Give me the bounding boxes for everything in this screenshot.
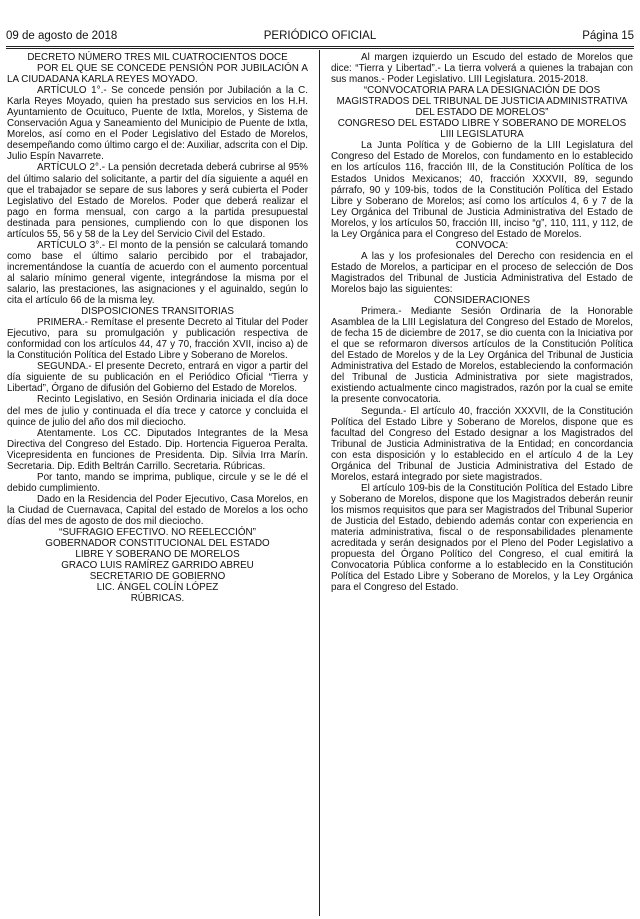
signature-line: GRACO LUIS RAMÍREZ GARRIDO ABREU [61, 560, 254, 572]
header-rule [6, 46, 634, 47]
signatories-paragraph: Atentamente. Los CC. Diputados Integrantes de la Mesa Directiva del Congreso del Estado. Dip. Hortencia Figueroa Peralta. Vicepresidenta en funciones de Presidenta. Dip. Silvia Irra Marín. Secretaria. Dip. Edith Beltrán Carrillo. Secretaria. Rúbricas. [7, 427, 308, 472]
signature-line: “SUFRAGIO EFECTIVO. NO REELECCIÓN” [59, 527, 256, 539]
header-rule-double [6, 48, 634, 49]
congress-heading: CONGRESO DEL ESTADO LIBRE Y SOBERANO DE MORELOS [337, 118, 627, 130]
page-header [6, 28, 634, 44]
consideration-first: Primera.- Mediante Sesión Ordinaria de la Honorable Asamblea de la LIII Legislatura del Congreso del Estado de Morelos, de fecha 15 de diciembre de 2017, se dio cuenta con la Iniciativa por el que se reformaron diversos artículos de la Constitución Política del Estado de Morelos y de la Ley Orgánica del Tribunal de Justicia Administrativa del Estado de Morelos, estableciendo la conformación del Tribunal de Justicia Administrativa por siete magistrados, existiendo actualmente cinco magistrados, razón por la cual se emite la presente convocatoria. [331, 306, 633, 406]
signature-line: LIBRE Y SOBERANO DE MORELOS [75, 549, 240, 561]
transitional-first: PRIMERA.- Remítase el presente Decreto al Titular del Poder Ejecutivo, para su promulgación y publicación respectiva de conformidad con los artículos 44, 47 y 70, fracción XVII, inciso a) de la Constitución Política del Estado Libre y Soberano de Morelos. [7, 317, 308, 362]
coat-of-arms-note: Al margen izquierdo un Escudo del estado de Morelos que dice: “Tierra y Libertad”.- La tierra volverá a quienes la trabajan con sus manos.- Poder Legislativo. LIII Legislatura. 2015-2018. [331, 52, 633, 86]
considerations-heading: CONSIDERACIONES [433, 295, 531, 307]
signature-line: RÚBRICAS. [130, 593, 185, 605]
page-number: Página 15 [582, 30, 634, 42]
decree-title: DECRETO NÚMERO TRES MIL CUATROCIENTOS DOCE [27, 52, 288, 63]
article-2: ARTÍCULO 2°.- La pensión decretada deberá cubrirse al 95% del último salario del solicitante, a partir del día siguiente a aquél en que el trabajador se separe de sus labores y será cubierta el Poder Legislativo del Estado de Morelos. Poder que deberá realizar el pago en forma mensual, con cargo a la partida presupuestal destinada para pensiones, cumpliendo con lo que disponen los artículos 55, 56 y 58 de la Ley del Servicio Civil del Estado. [7, 162, 308, 240]
article-1: ARTÍCULO 1°.- Se concede pensión por Jubilación a la C. Karla Reyes Moyado, quien ha prestado sus servicios en los H.H. Ayuntamiento de Ocuituco, Puente de Ixtla, Morelos, y Sistema de Conservación Agua y Saneamiento del Municipio de Puente de Ixtla, Morelos, así como en el Poder Legislativo del Estado de Morelos, desempeñando como último cargo el de: Auxiliar, adscrita con el Dip. Julio Espín Navarrete. [7, 85, 308, 163]
given-at-paragraph: Dado en la Residencia del Poder Ejecutivo, Casa Morelos, en la Ciudad de Cuernavaca, Capital del estado de Morelos a los ocho días del mes de agosto de dos mil dieciocho. [7, 493, 308, 527]
publication-title: PERIÓDICO OFICIAL [263, 30, 377, 42]
signature-line: LIC. ÁNGEL COLÍN LÓPEZ [96, 582, 219, 594]
legislative-venue: Recinto Legislativo, en Sesión Ordinaria iniciada el día doce del mes de julio y continuada el día trece y catorce y concluida el quince de julio del año dos mil dieciocho. [7, 394, 308, 428]
call-title: “CONVOCATORIA PARA LA DESIGNACIÓN DE DOS MAGISTRADOS DEL TRIBUNAL DE JUSTICIA ADMINISTRATIVA DEL ESTADO DE MORELOS” [336, 85, 628, 119]
consideration-second: Segunda.- El artículo 40, fracción XXXVII, de la Constitución Política del Estado Libre y Soberano de Morelos, dispone que es facultad del Congreso del Estado designar a los Magistrados del Tribunal de Justicia Administrativa de la Entidad; en concordancia con esta disposición y lo establecido en el artículo 4 de la Ley Orgánica del Tribunal de Justicia Administrativa del Estado de Morelos, estará integrado por siete magistrados. [331, 405, 633, 483]
right-column [331, 52, 633, 593]
publication-order: Por tanto, mando se imprima, publique, circule y se le dé el debido cumplimiento. [7, 471, 308, 494]
article-3: ARTÍCULO 3°.- El monto de la pensión se calculará tomando como base el último salario percibido por el trabajador, incrementándose la cuantía de acuerdo con el aumento porcentual al salario mínimo general vigente, integrándose la misma por el salario, las prestaciones, las asignaciones y el aguinaldo, según lo cita el artículo 66 de la misma ley. [7, 239, 308, 307]
left-column [7, 52, 308, 604]
invitation-paragraph: A las y los profesionales del Derecho con residencia en el Estado de Morelos, a participar en el proceso de selección de Dos Magistrados del Tribunal de Justicia Administrativa del Estado de Morelos bajo las siguientes: [331, 250, 633, 295]
decree-subtitle: POR EL QUE SE CONCEDE PENSIÓN POR JUBILACIÓN A LA CIUDADANA KARLA REYES MOYADO. [7, 63, 308, 86]
issue-date: 09 de agosto de 2018 [6, 30, 118, 42]
article-109-bis: El artículo 109-bis de la Constitución Política del Estado Libre y Soberano de Morelos, dispone que los Magistrados deberán reunir los mismos requisitos que para ser Magistrados del Tribunal Superior de Justicia del Estado, debiendo además contar con experiencia en materia administrativa, fiscal o de responsabilidades plenamente acreditada y serán designados por el Pleno del Poder Legislativo a propuesta del Órgano Político del Congreso, el cual emitirá la Convocatoria Pública conforme a lo establecido en la Constitución Política del Estado Libre y Soberano de Morelos, y la Ley Orgánica para el Congreso del Estado. [331, 482, 634, 594]
signature-line: SECRETARIO DE GOBIERNO [89, 571, 226, 583]
signature-line: GOBERNADOR CONSTITUCIONAL DEL ESTADO [45, 538, 270, 550]
transitional-second: SEGUNDA.- El presente Decreto, entrará en vigor a partir del día siguiente de su publicación en el Periódico Oficial “Tierra y Libertad”, Órgano de difusión del Gobierno del Estado de Morelos. [7, 361, 308, 395]
column-divider [319, 50, 320, 916]
board-paragraph: La Junta Política y de Gobierno de la LIII Legislatura del Congreso del Estado de Morelos, con fundamento en lo establecido en los artículos 116, fracción III, de la Constitución Política de los Estados Unidos Mexicanos; 40, fracción XXXVII, 89, segundo párrafo, 90 y 109-bis, todos de la Constitución Política del Estado Libre y Soberano de Morelos; así como los artículos 4, 6 y 7 de la Ley Orgánica del Tribunal de Justicia Administrativa del Estado de Morelos, y los artículos 50, fracción III, inciso “g”, 110, 111, y 112, de la Ley Orgánica para el Congreso del Estado de Morelos. [331, 140, 633, 240]
legislature-heading: LIII LEGISLATURA [440, 129, 524, 141]
convoca-heading: CONVOCA: [455, 239, 509, 251]
transitional-heading: DISPOSICIONES TRANSITORIAS [81, 306, 234, 318]
